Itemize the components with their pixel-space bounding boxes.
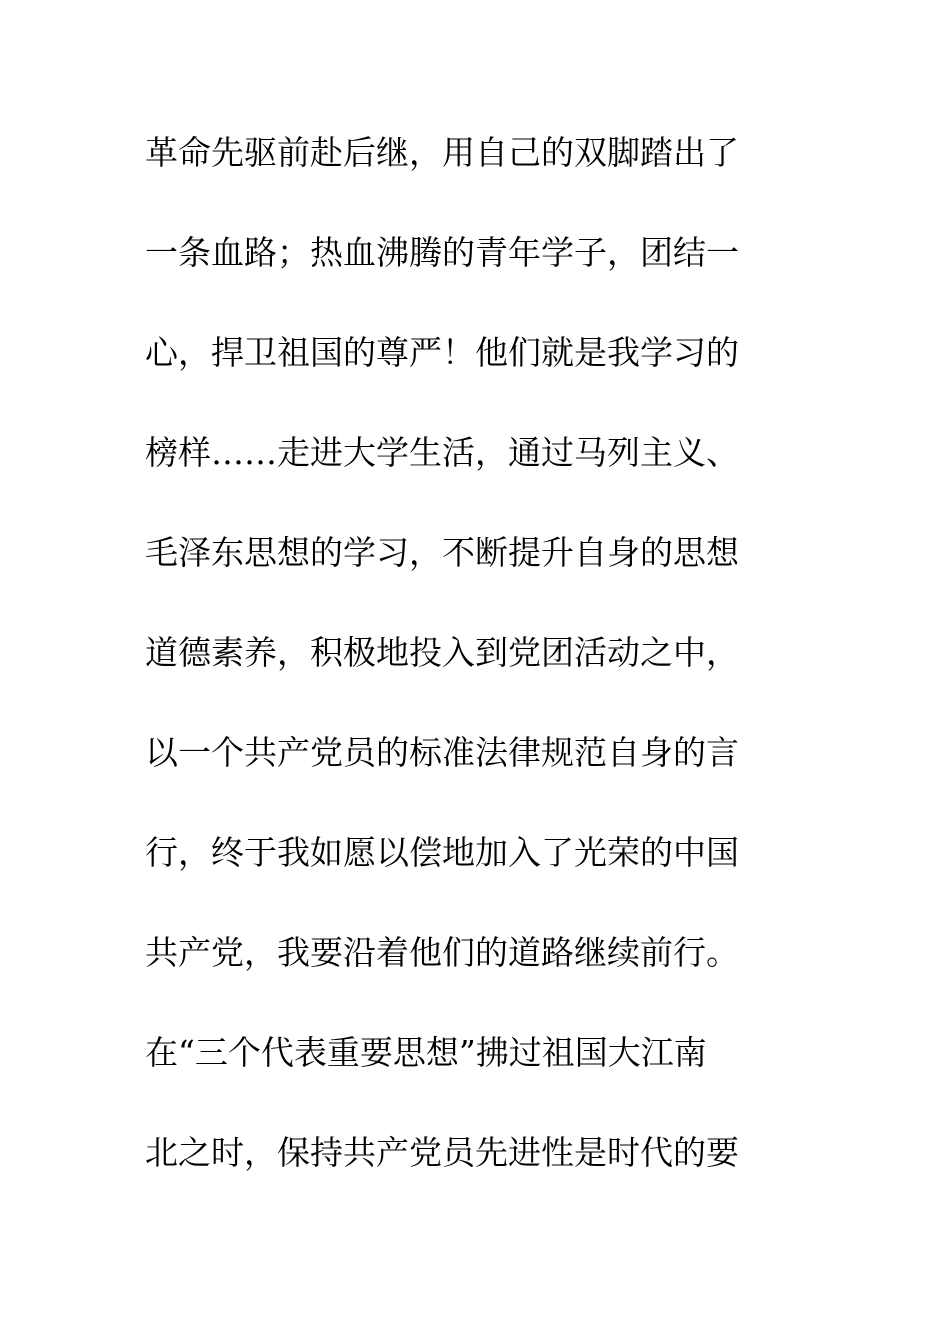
text-line: 榜样……走进大学生活，通过马列主义、 [145, 433, 739, 472]
text-line: 革命先驱前赴后继，用自己的双脚踏出了 [145, 133, 739, 172]
text-line: 在“三个代表重要思想”拂过祖国大江南 [145, 1033, 707, 1072]
text-line: 一条血路；热血沸腾的青年学子，团结一 [145, 233, 739, 272]
text-line: 北之时，保持共产党员先进性是时代的要 [145, 1133, 739, 1172]
body-text [145, 123, 805, 1223]
text-line: 共产党，我要沿着他们的道路继续前行。 [145, 933, 739, 972]
text-line: 道德素养，积极地投入到党团活动之中， [145, 633, 739, 672]
text-line: 心，捍卫祖国的尊严！他们就是我学习的 [145, 333, 739, 372]
text-line: 行，终于我如愿以偿地加入了光荣的中国 [145, 833, 739, 872]
text-line: 毛泽东思想的学习，不断提升自身的思想 [145, 533, 739, 572]
text-line: 以一个共产党员的标准法律规范自身的言 [145, 733, 739, 772]
